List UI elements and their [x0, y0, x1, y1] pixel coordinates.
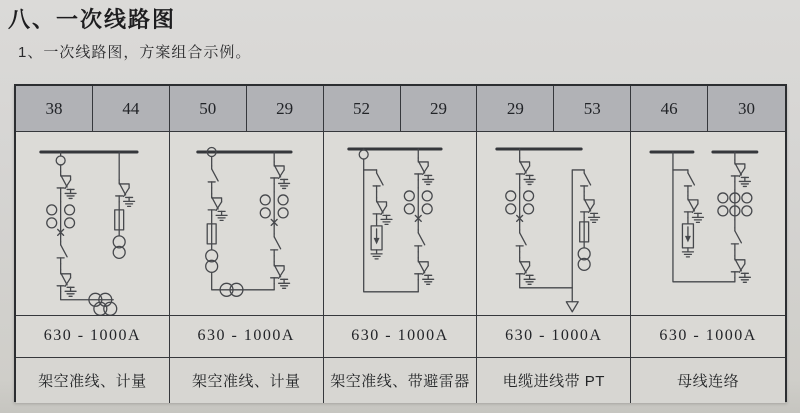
current-rating-2: 630 - 1000A [170, 316, 324, 358]
scheme-description-5: 母线连络 [631, 358, 785, 403]
page-title: 八、一次线路图 [8, 7, 177, 32]
circuit-diagram-bus-tie [631, 132, 785, 315]
circuit-cell-3 [324, 132, 478, 316]
current-rating-4: 630 - 1000A [477, 316, 631, 358]
scheme-code-29a: 29 [247, 86, 324, 132]
scheme-code-29c: 29 [477, 86, 554, 132]
current-rating-1: 630 - 1000A [16, 316, 170, 358]
circuit-diagram-overhead-metering-1 [16, 132, 169, 315]
scheme-description-4: 电缆进线带 PT [477, 358, 631, 403]
scheme-code-29b: 29 [401, 86, 478, 132]
scheme-table [14, 84, 787, 402]
circuit-cell-5 [631, 132, 785, 316]
circuit-diagram-surge-arrester [324, 132, 477, 315]
scheme-code-52: 52 [324, 86, 401, 132]
scheme-code-44: 44 [93, 86, 170, 132]
cable-terminal-icon [567, 302, 579, 312]
scheme-code-30: 30 [708, 86, 785, 132]
circuit-cell-2 [170, 132, 324, 316]
scheme-code-50: 50 [170, 86, 247, 132]
circuit-diagram-overhead-metering-2 [170, 132, 323, 315]
scheme-code-38: 38 [16, 86, 93, 132]
page-subtitle: 1、一次线路图，方案组合示例。 [18, 44, 252, 61]
current-rating-5: 630 - 1000A [631, 316, 785, 358]
scheme-description-3: 架空准线、带避雷器 [324, 358, 478, 403]
circuit-diagram-cable-incoming-pt [477, 132, 630, 315]
scheme-code-53: 53 [554, 86, 631, 132]
current-rating-3: 630 - 1000A [324, 316, 478, 358]
scheme-code-46: 46 [631, 86, 708, 132]
scheme-description-1: 架空准线、计量 [16, 358, 170, 403]
circuit-cell-1 [16, 132, 170, 316]
circuit-cell-4 [477, 132, 631, 316]
scheme-description-2: 架空准线、计量 [170, 358, 324, 403]
